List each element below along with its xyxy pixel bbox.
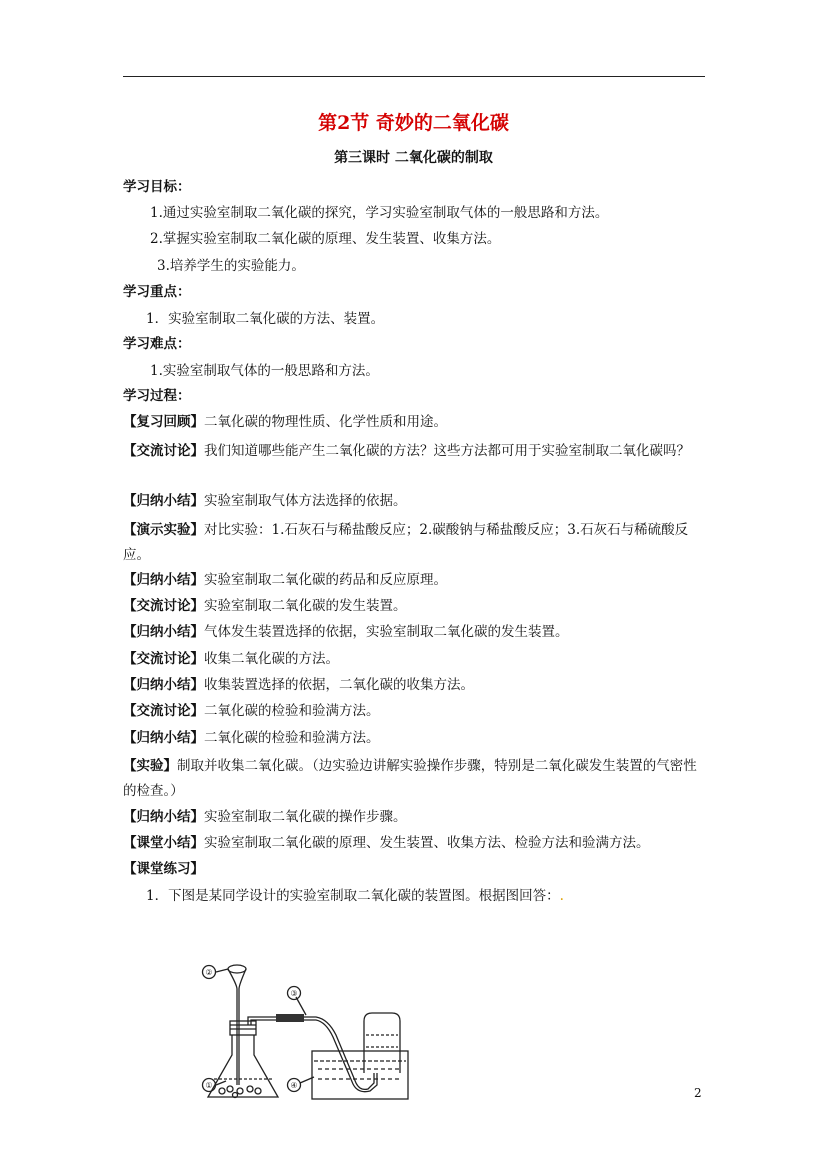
process-text: 实验室制取二氧化碳的操作步骤。 bbox=[204, 809, 407, 825]
process-tag: 【交流讨论】 bbox=[123, 651, 204, 667]
process-tag: 【演示实验】 bbox=[123, 522, 204, 538]
label-1: ① bbox=[205, 1081, 213, 1090]
process-text: 收集装置选择的依据，二氧化碳的收集方法。 bbox=[204, 677, 474, 693]
process-item bbox=[123, 675, 708, 695]
focus-heading: 学习重点： bbox=[123, 284, 191, 300]
process-text: 实验室制取二氧化碳的发生装置。 bbox=[204, 598, 407, 614]
process-text: 实验室制取气体方法选择的依据。 bbox=[204, 493, 407, 509]
goal-item: 2.掌握实验室制取二氧化碳的原理、发生装置、收集方法。 bbox=[150, 231, 501, 247]
process-text: 对比实验：1.石灰石与稀盐酸反应；2.碳酸钠与稀盐酸反应；3.石灰石与稀硫酸反应。 bbox=[123, 522, 689, 563]
process-text: 实验室制取二氧化碳的原理、发生装置、收集方法、检验方法和验满方法。 bbox=[204, 835, 650, 851]
process-text: 气体发生装置选择的依据，实验室制取二氧化碳的发生装置。 bbox=[204, 624, 569, 640]
process-text: 收集二氧化碳的方法。 bbox=[204, 651, 339, 667]
process-item bbox=[123, 439, 708, 483]
stopper bbox=[230, 1021, 256, 1035]
process-tag: 【交流讨论】 bbox=[123, 703, 204, 719]
process-tag: 【归纳小结】 bbox=[123, 572, 204, 588]
process-tag: 【交流讨论】 bbox=[123, 443, 204, 459]
page-subtitle: 第三课时 二氧化碳的制取 bbox=[334, 150, 493, 166]
process-tag: 【课堂小结】 bbox=[123, 835, 204, 851]
label-2: ② bbox=[205, 968, 213, 977]
apparatus-figure bbox=[196, 955, 411, 1105]
process-item bbox=[123, 518, 708, 562]
goals-heading: 学习目标： bbox=[123, 179, 191, 195]
difficulty-heading: 学习难点： bbox=[123, 336, 191, 352]
process-text: 二氧化碳的检验和验满方法。 bbox=[204, 730, 380, 746]
process-tag: 【实验】 bbox=[123, 758, 177, 774]
process-heading: 学习过程： bbox=[123, 388, 191, 404]
process-tag: 【归纳小结】 bbox=[123, 730, 204, 746]
process-item bbox=[123, 701, 708, 721]
process-tag: 【归纳小结】 bbox=[123, 809, 204, 825]
question-text: 1．下图是某同学设计的实验室制取二氧化碳的装置图。根据图回答： bbox=[146, 888, 560, 904]
process-text: 二氧化碳的检验和验满方法。 bbox=[204, 703, 380, 719]
process-tag: 【归纳小结】 bbox=[123, 624, 204, 640]
process-tag: 【归纳小结】 bbox=[123, 677, 204, 693]
process-item bbox=[123, 596, 708, 616]
practice-question bbox=[146, 886, 705, 906]
process-text: 我们知道哪些能产生二氧化碳的方法？这些方法都可用于实验室制取二氧化碳吗？ bbox=[204, 443, 690, 459]
label-4: ④ bbox=[290, 1081, 298, 1090]
goal-item: 3.培养学生的实验能力。 bbox=[157, 258, 305, 274]
process-text: 实验室制取二氧化碳的药品和反应原理。 bbox=[204, 572, 447, 588]
process-tag: 【复习回顾】 bbox=[123, 414, 204, 430]
page-title: 第2节 奇妙的二氧化碳 bbox=[318, 112, 509, 134]
process-item bbox=[123, 491, 708, 511]
conical-flask bbox=[208, 1027, 278, 1097]
gas-collecting-bottle bbox=[364, 1013, 400, 1073]
process-item bbox=[123, 728, 708, 748]
question-mark: . bbox=[559, 888, 564, 904]
long-neck-funnel bbox=[228, 965, 246, 973]
process-text: 二氧化碳的物理性质、化学性质和用途。 bbox=[204, 414, 447, 430]
focus-item: 1．实验室制取二氧化碳的方法、装置。 bbox=[146, 311, 385, 327]
difficulty-item: 1.实验室制取气体的一般思路和方法。 bbox=[150, 363, 379, 379]
page-number: 2 bbox=[694, 1086, 702, 1100]
process-item bbox=[123, 649, 708, 669]
process-item bbox=[123, 754, 708, 798]
header-rule bbox=[123, 76, 705, 77]
process-text: 制取并收集二氧化碳。（边实验边讲解实验操作步骤，特别是二氧化碳发生装置的气密性的检查。） bbox=[123, 758, 697, 799]
label-3: ③ bbox=[290, 989, 298, 998]
water-trough bbox=[312, 1051, 408, 1099]
process-item bbox=[123, 412, 708, 432]
process-item bbox=[123, 807, 708, 827]
process-tag: 【交流讨论】 bbox=[123, 598, 204, 614]
process-item bbox=[123, 833, 708, 853]
practice-heading: 【课堂练习】 bbox=[123, 861, 204, 877]
process-tag: 【归纳小结】 bbox=[123, 493, 204, 509]
process-item bbox=[123, 622, 708, 642]
process-item bbox=[123, 570, 708, 590]
goal-item: 1.通过实验室制取二氧化碳的探究，学习实验室制取气体的一般思路和方法。 bbox=[150, 205, 609, 221]
